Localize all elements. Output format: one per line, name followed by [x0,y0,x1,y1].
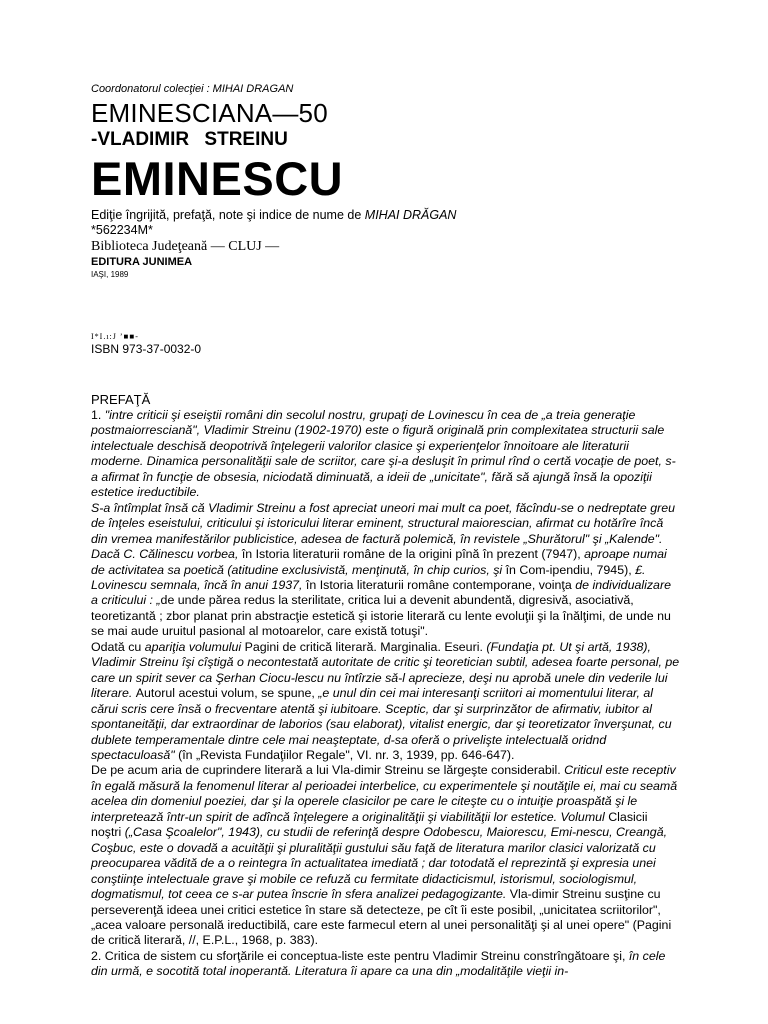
preface-body [91,408,681,980]
italic-text-run: Criticul este receptiv în egală măsură la fenomenul literar al perioadei interbelice, cu experimentele şi noutăţile ei, mai cu seamă acelea din domeniul poeziei, dar şi la operele clasicilor pe care le citeşte cu o intuiţie proaspătă şi le interpretează într-un spirit de adîncă înţelegere a originalităţii şi viabilităţii lor estetice. Volumul [91,763,678,824]
text-run: De pe acum aria de cuprindere literară a lui Vla-dimir Streinu se lărgeşte considerabil. [91,763,565,778]
italic-text-run: "intre criticii şi eseiştii români din secolul nostru, grupaţi de Lovinescu în cea de „a treia generaţie postmaiorresciană", Vladimir Streinu (1902-1970) [91,408,636,438]
edition-note-text: Ediţie îngrijită, prefaţă, note şi indice de nume de [91,208,365,222]
text-run: Clasicii noştri [91,809,648,840]
text-run: în Istoria literaturii române contemporane, voinţa [305,577,576,592]
book-page [91,80,691,980]
stamp-marks: I*I.ı:J ’■■- [91,332,139,341]
text-run: Odată cu [91,639,145,654]
series-title: EMINESCIANA—50 [91,98,328,128]
text-run: Pagini de critică literară. Marginalia. Eseuri. [244,639,487,654]
author-name: -VLADIMIR STREINU [91,129,288,150]
preface-paragraph [91,501,681,640]
italic-text-run: apariţia volumului [144,639,245,654]
book-title: EMINESCU [91,152,344,205]
italic-text-run: aproape numai de activitatea sa poetică (atitudine exclusivistă, menţinută, în chip curios, şi [91,547,667,577]
text-run: (în „Revista Fundaţiilor Regale", VI. nr. 3, 1939, pp. 646-647). [178,747,515,762]
italic-text-run: „e unul din cei mai interesanţi scriitori ai momentului literar, al cărui scris cere însă o frecventare atentă şi iubitoare. Sceptic, dar şi surprinzător de afirmativ, iubitor al spontaneităţii, dar extraordinar de laborios (sau elaborat), vitalist energic, dar şi teoretizator înverşunat, cu dublete temperamentale dintre cele mai neaşteptate, d-sa oferă o privelişte intelectuală oridnd spectaculoasă" [91,686,672,762]
text-run: Vla-dimir Streinu susţine cu perseverenţă ideea unei critici estetice în stare să detecteze, pe cît îi este posibil, „unicitatea scriitorilor", „acea valoare personală ireductibilă, care este farmecul etern al unei personalităţi şi al unei opere" (Pagini de critică literară, //, E.P.L., 1968, p. 383). [91,887,672,948]
library-stamp: Biblioteca Judeţeană — CLUJ — [91,239,280,254]
catalog-code: *562234M* [91,223,153,237]
italic-text-run: (Fundaţia pt. Ut şi artă, 1938), Vladimir Streinu îşi cîştigă o necontestată autoritate de critic şi teoretician subtil, adesea foarte personal, pe care un spirit sever ca Şerhan Ciocu-lescu nu întîrzie să-l aprecieze, deşi nu aprobă unele din vederile lui literare. [91,639,680,701]
text-run: de unde părea redus la sterilitate, critica lui a devenit abundentă, digresivă, asociativă, teoretizantă ; zbor planat prin abstracţie estetică şi istorie literară cu lente evoluţii şi la înălţimi, de unde nu se mai aude uruitul pasional al motoarelor, care există totuşi". [91,593,671,639]
text-run: 1. [91,408,105,422]
preface-paragraph [91,949,681,980]
publisher-name: EDITURA JUNIMEA [91,256,193,268]
publication-place-year: IAŞI, 1989 [91,270,129,279]
italic-text-run: este o figură originală prin complexitatea structurii sale intelectuale deschisă deopotrivă înţelegerii valorilor clasice şi experienţelor înnoitoare ale literaturii moderne. Dinamica personalităţii sale de scriitor, care şi-a desluşit în primul rînd o certă vocaţie de poet, s-a afirmat în funcţie de obsesia, niciodată diminuată, a ideii de „unicitate", fără să ajungă însă la opoziţii estetice ireductibile. [91,423,676,500]
edition-note [91,208,691,223]
text-run: 2. Critica de sistem cu sforţările ei conceptua-liste este pentru Vladimir Streinu constrîngătoare şi, [91,948,629,963]
italic-text-run: („Casa Şcoalelor", 1943), cu studii de referinţă despre Odobescu, Maiorescu, Emi-nescu, Creangă, Coşbuc, este o dovadă a acuităţii şi pluralităţii gustului său faţă de literatura marilor clasici valorizată cu preocuparea vădită de a o reintegra în actualitatea imediată ; dar totodată el reprezintă şi expresia unei conştiinţe intelectuale grave şi mobile ce refuză cu fermitate didacticismul, istorismul, sociologismul, dogmatismul, tot ceea ce s-ar putea înscrie în sfera analizei pedagogizante. [91,825,668,902]
text-run: în [241,547,256,562]
text-run: Com-ipendiu, 7945), [519,562,636,577]
text-run: Autorul acestui volum, se spune, [135,686,319,701]
italic-text-run: £. Lovinescu semnala, încă în anui 1937, [91,562,646,592]
text-run: în [505,562,520,577]
preface-heading: PREFAŢĂ [91,392,151,407]
preface-paragraph [91,763,681,948]
edition-editor: MIHAI DRĂGAN [364,208,457,222]
isbn: ISBN 973-37-0032-0 [91,342,202,356]
italic-text-run: de individualizare a criticului : „ [91,577,671,608]
collection-coordinator: Coordonatorul colecţiei : MIHAI DRAGAN [91,83,294,95]
text-run: Istoria literaturii române de la origini pînă în prezent (7947), [255,547,585,562]
italic-text-run: S-a întîmplat însă că Vladimir Streinu a fost apreciat uneori mai mult ca poet, făcîndu-se o nedreptate greu de înţeles eseistului, criticului şi istoricului literar eminent, structural maiorescian, afirmat cu hotărîre încă din vremea manifestărilor publicistice, adesea de factură polemică, în revistele „Shurătorul" şi „Kalende". Dacă C. Călinescu vorbea, [91,500,676,562]
italic-text-run: în cele din urmă, e socotită total inoperantă. Literatura îi apare ca una din „modalităţile vieţii in- [91,948,666,979]
preface-paragraph [91,408,681,501]
preface-paragraph [91,640,681,764]
